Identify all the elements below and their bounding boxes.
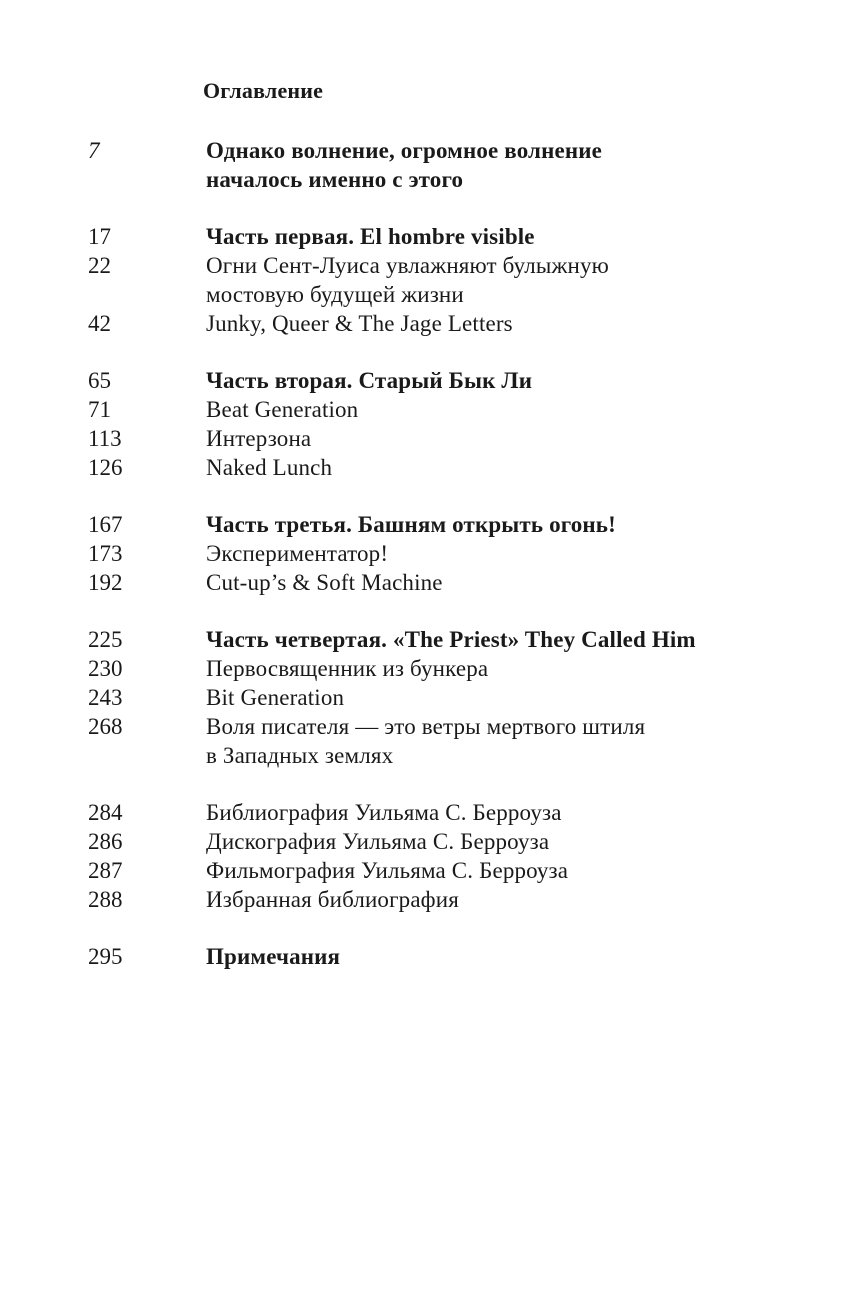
toc-page-number: 17 [88,224,111,249]
toc-title-line: Bit Generation [206,685,345,710]
toc-entry[interactable] [88,222,788,251]
toc-page-number: 243 [88,685,123,710]
toc-entry[interactable] [88,424,788,453]
toc-title-line: Избранная библиография [206,887,459,912]
toc-section [88,366,788,482]
toc-part-title [206,510,788,539]
toc-page-number: 113 [88,426,122,451]
toc-part-title [206,942,788,971]
toc-title-line: в Западных землях [206,743,394,768]
toc-section [88,136,788,194]
toc-title-line: Часть третья. Башням открыть огонь! [206,512,616,537]
toc-chapter-title [206,568,788,597]
toc-page-number: 295 [88,944,123,969]
toc-chapter-title [206,395,788,424]
toc-chapter-title [206,798,788,827]
toc-page-number: 286 [88,829,123,854]
toc-section [88,222,788,338]
toc-title-line: Фильмография Уильяма С. Берроуза [206,858,569,883]
toc-chapter-title [206,251,788,309]
toc-title-line: мостовую будущей жизни [206,282,464,307]
toc-entry[interactable] [88,395,788,424]
toc-title-line: Экспериментатор! [206,541,389,566]
toc-chapter-title [206,683,788,712]
toc-title-line: Часть вторая. Старый Бык Ли [206,368,533,393]
toc-title-line: Часть первая. El hombre visible [206,224,535,249]
toc-entry[interactable] [88,568,788,597]
toc-title-line: Junky, Queer & The Jage Letters [206,311,513,336]
toc-entry[interactable] [88,683,788,712]
toc-entry[interactable] [88,625,788,654]
toc-part-title [206,136,788,194]
toc-entry[interactable] [88,798,788,827]
toc-page-number: 126 [88,455,123,480]
toc-title-line: Интерзона [206,426,312,451]
toc-page-number: 65 [88,368,111,393]
toc-page-number: 225 [88,627,123,652]
toc-chapter-title [206,539,788,568]
toc-page-number: 230 [88,656,123,681]
toc-entry[interactable] [88,827,788,856]
toc-entry[interactable] [88,885,788,914]
toc-title-line: Воля писателя — это ветры мертвого штиля [206,714,646,739]
toc-entry[interactable] [88,251,788,309]
toc-page-number: 287 [88,858,123,883]
toc-chapter-title [206,885,788,914]
toc-section [88,942,788,971]
toc-entry[interactable] [88,510,788,539]
toc-entry[interactable] [88,309,788,338]
toc-chapter-title [206,827,788,856]
toc-title: Оглавление [203,78,324,103]
toc-section [88,625,788,770]
toc-title-line: Примечания [206,944,341,969]
toc-title-line: Библиография Уильяма С. Берроуза [206,800,562,825]
toc-section [88,510,788,597]
toc-title-line: Naked Lunch [206,455,333,480]
toc-part-title [206,366,788,395]
toc-title-line: началось именно с этого [206,167,464,192]
toc-entry[interactable] [88,712,788,770]
toc-entry[interactable] [88,366,788,395]
toc-page-number: 71 [88,397,111,422]
toc-page-number: 22 [88,253,111,278]
toc-page-number: 167 [88,512,123,537]
toc-title-line: Cut-up’s & Soft Machine [206,570,443,595]
toc-page-number: 7 [88,138,100,163]
toc-title-line: Дискография Уильяма С. Берроуза [206,829,550,854]
toc-title-line: Первосвященник из бункера [206,656,489,681]
toc-title-line: Огни Сент-Луиса увлажняют булыжную [206,253,609,278]
toc-title-line: Beat Generation [206,397,359,422]
toc-section [88,798,788,914]
toc-page-number: 192 [88,570,123,595]
toc-title-line: Часть четвертая. «The Priest» They Called Him [206,627,696,652]
toc-entry[interactable] [88,453,788,482]
toc-entry[interactable] [88,136,788,194]
toc-entry[interactable] [88,856,788,885]
toc-chapter-title [206,453,788,482]
toc-chapter-title [206,856,788,885]
toc-page-number: 268 [88,714,123,739]
toc-page-number: 173 [88,541,123,566]
toc-title-line: Однако волнение, огромное волнение [206,138,603,163]
toc-entry[interactable] [88,539,788,568]
table-of-contents [88,136,788,999]
toc-chapter-title [206,654,788,683]
toc-page-number: 284 [88,800,123,825]
toc-chapter-title [206,712,788,770]
toc-entry[interactable] [88,654,788,683]
toc-chapter-title [206,424,788,453]
toc-page-number: 288 [88,887,123,912]
toc-part-title [206,625,788,654]
toc-chapter-title [206,309,788,338]
toc-part-title [206,222,788,251]
toc-page-number: 42 [88,311,111,336]
toc-entry[interactable] [88,942,788,971]
